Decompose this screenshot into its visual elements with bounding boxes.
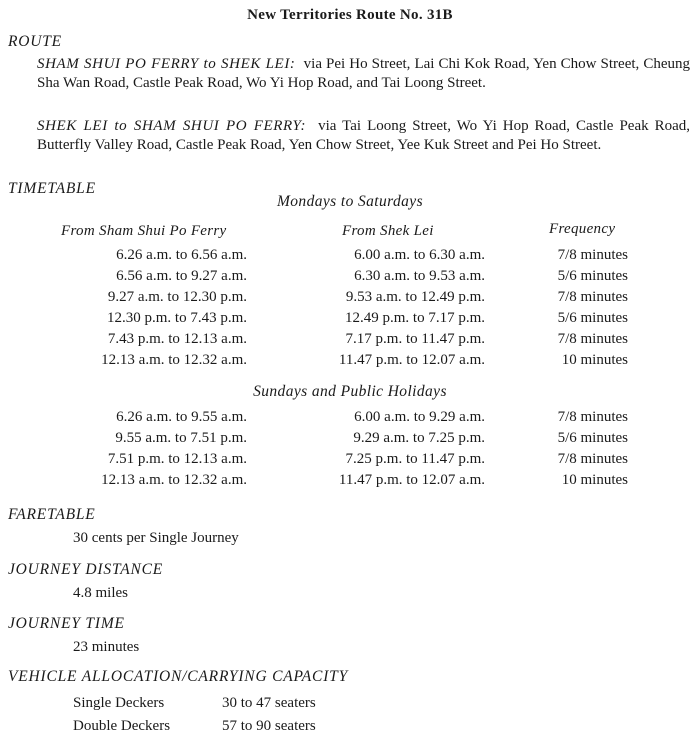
document-title: New Territories Route No. 31B	[247, 7, 453, 23]
shek-lei-time: 11.47 p.m. to 12.07 a.m.	[338, 352, 485, 368]
column-header-from-shek-lei: From Shek Lei	[342, 223, 434, 239]
shek-lei-time: 6.00 a.m. to 9.29 a.m.	[354, 409, 485, 425]
ferry-time: 12.13 a.m. to 12.32 a.m.	[101, 472, 247, 488]
timetable-heading: TIMETABLE	[8, 180, 96, 197]
frequency: 7/8 minutes	[557, 331, 628, 347]
route-heading: ROUTE	[8, 33, 62, 50]
shek-lei-time: 9.29 a.m. to 7.25 p.m.	[353, 430, 485, 446]
table-row	[0, 718, 700, 739]
ferry-time: 9.55 a.m. to 7.51 p.m.	[115, 430, 247, 446]
table-row	[0, 695, 700, 716]
ferry-time: 6.26 a.m. to 6.56 a.m.	[116, 247, 247, 263]
column-header-frequency: Frequency	[549, 221, 616, 237]
ferry-time: 9.27 a.m. to 12.30 p.m.	[107, 289, 247, 305]
ferry-time: 7.43 p.m. to 12.13 a.m.	[107, 331, 247, 347]
ferry-time: 6.56 a.m. to 9.27 a.m.	[116, 268, 247, 284]
vehicle-type: Double Deckers	[73, 718, 171, 734]
route-inbound-lead: SHEK LEI to SHAM SHUI PO FERRY:	[37, 118, 307, 134]
vehicle-heading: VEHICLE ALLOCATION/CARRYING CAPACITY	[8, 668, 349, 685]
frequency: 7/8 minutes	[557, 247, 628, 263]
table-row	[0, 331, 700, 352]
frequency: 5/6 minutes	[557, 268, 628, 284]
route-outbound-lead: SHAM SHUI PO FERRY to SHEK LEI:	[37, 56, 296, 72]
table-row	[0, 472, 700, 493]
shek-lei-time: 9.53 a.m. to 12.49 p.m.	[345, 289, 485, 305]
route-paragraph-inbound	[37, 117, 690, 155]
holiday-heading: Sundays and Public Holidays	[253, 383, 447, 400]
faretable-heading: FARETABLE	[8, 506, 96, 523]
vehicle-capacity: 30 to 47 seaters	[222, 695, 316, 711]
shek-lei-time: 6.00 a.m. to 6.30 a.m.	[354, 247, 485, 263]
route-paragraph-outbound	[37, 55, 690, 93]
shek-lei-time: 7.25 p.m. to 11.47 p.m.	[345, 451, 485, 467]
frequency: 10 minutes	[561, 472, 628, 488]
ferry-time: 12.13 a.m. to 12.32 a.m.	[101, 352, 247, 368]
shek-lei-time: 7.17 p.m. to 11.47 p.m.	[345, 331, 485, 347]
table-row	[0, 247, 700, 268]
table-row	[0, 451, 700, 472]
frequency: 5/6 minutes	[557, 430, 628, 446]
shek-lei-time: 6.30 a.m. to 9.53 a.m.	[354, 268, 485, 284]
vehicle-capacity: 57 to 90 seaters	[222, 718, 316, 734]
journey-time-heading: JOURNEY TIME	[8, 615, 125, 632]
fare-value: 30 cents per Single Journey	[73, 530, 239, 546]
table-row	[0, 409, 700, 430]
journey-time-value: 23 minutes	[73, 639, 140, 655]
vehicle-type: Single Deckers	[73, 695, 165, 711]
frequency: 5/6 minutes	[557, 310, 628, 326]
frequency: 7/8 minutes	[557, 289, 628, 305]
shek-lei-time: 12.49 p.m. to 7.17 p.m.	[344, 310, 485, 326]
weekday-heading: Mondays to Saturdays	[276, 193, 424, 210]
table-row	[0, 430, 700, 451]
shek-lei-time: 11.47 p.m. to 12.07 a.m.	[338, 472, 485, 488]
frequency: 7/8 minutes	[557, 409, 628, 425]
table-row	[0, 289, 700, 310]
ferry-time: 6.26 a.m. to 9.55 a.m.	[116, 409, 247, 425]
ferry-time: 12.30 p.m. to 7.43 p.m.	[106, 310, 247, 326]
route-outbound-text: via Pei Ho Street, Lai Chi Kok Road, Yen Chow Street, Cheung Sha Wan Road, Castle Peak Road, Wo Yi Hop Road, and Tai Loong Street.	[37, 56, 691, 91]
ferry-time: 7.51 p.m. to 12.13 a.m.	[107, 451, 247, 467]
route-inbound-text: via Tai Loong Street, Wo Yi Hop Road, Castle Peak Road, Butterfly Valley Road, Castle Peak Road, Yen Chow Street, Yee Kuk Street and Pei Ho Street.	[37, 118, 691, 153]
table-row	[0, 268, 700, 289]
frequency: 10 minutes	[561, 352, 628, 368]
journey-distance-heading: JOURNEY DISTANCE	[8, 561, 164, 578]
table-row	[0, 352, 700, 373]
journey-distance-value: 4.8 miles	[73, 585, 128, 601]
table-row	[0, 310, 700, 331]
column-header-from-ferry: From Sham Shui Po Ferry	[61, 223, 227, 239]
frequency: 7/8 minutes	[557, 451, 628, 467]
